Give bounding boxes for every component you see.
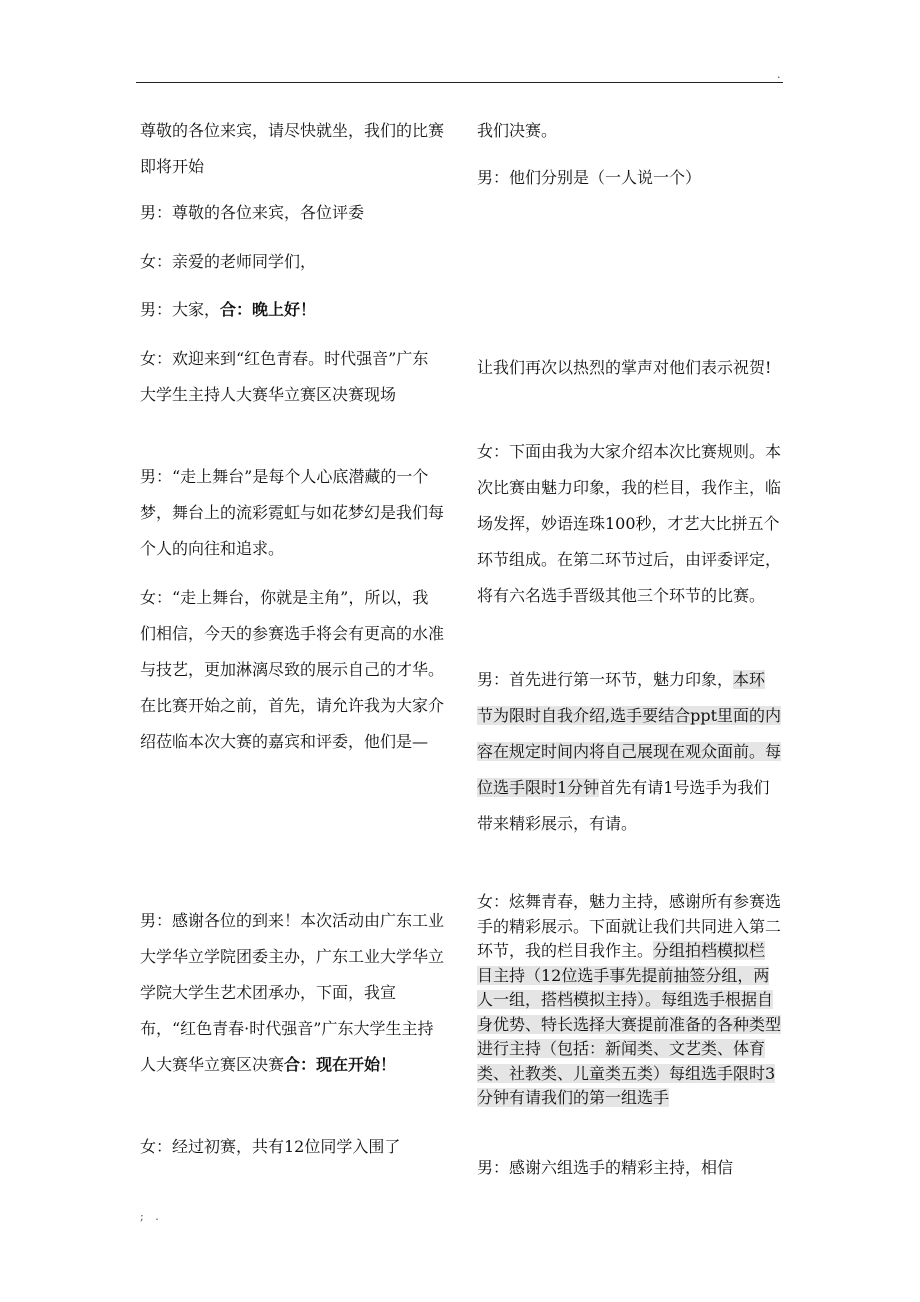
right-paragraph-5-tail: 首先有请1号选手为我们带来精彩展示，有请。 <box>477 778 770 833</box>
header-rule <box>136 82 783 83</box>
right-paragraph-1: 我们决赛。 <box>477 121 558 140</box>
left-paragraph-1: 尊敬的各位来宾，请尽快就坐，我们的比赛即将开始 <box>140 121 445 176</box>
right-paragraph-7: 男：感谢六组选手的精彩主持，相信 <box>477 1158 734 1177</box>
footer-mark: ; . <box>140 1210 163 1223</box>
left-paragraph-2: 男：尊敬的各位来宾，各位评委 <box>140 203 365 222</box>
right-paragraph-6-highlight: 分组拍档模拟栏目主持（12位选手事先提前抽签分组，两人一组，搭档模拟主持）。每组选手根据自身优势、特长选择大赛提前准备的各种类型进行主持（包括：新闻类、文艺类、体育类、社教类、儿童类五类）每组选手限时3分钟有请我们的第一组选手 <box>477 941 782 1107</box>
left-paragraph-4 <box>140 292 444 328</box>
left-paragraph-3: 女：亲爱的老师同学们， <box>140 252 317 271</box>
left-paragraph-5: 女：欢迎来到“红色青春。时代强音”广东大学生主持人大赛华立赛区决赛现场 <box>140 349 429 404</box>
left-paragraph-8-text: 男：感谢各位的到来！本次活动由广东工业大学华立学院团委主办，广东工业大学华立学院大学生艺术团承办，下面，我宣布，“红色青春·时代强音”广东大学生主持人大赛华立赛区决赛 <box>140 911 445 1074</box>
left-paragraph-4-bold: 合：晚上好！ <box>220 300 317 319</box>
right-paragraph-5 <box>477 662 781 842</box>
left-paragraph-8 <box>140 903 444 1083</box>
right-paragraph-2: 男：他们分别是（一人说一个） <box>477 168 702 187</box>
header-mark: . <box>777 68 781 81</box>
right-paragraph-3: 让我们再次以热烈的掌声对他们表示祝贺! <box>477 358 772 377</box>
left-paragraph-9: 女：经过初赛，共有12位同学入围了 <box>140 1137 401 1156</box>
right-paragraph-5-text: 男：首先进行第一环节，魅力印象， <box>477 670 734 689</box>
right-paragraph-6 <box>477 890 781 1111</box>
right-paragraph-5-highlight: 本环节为限时自我介绍,选手要结合ppt里面的内容在规定时间内将自己展现在观众面前。每位选手限时1分钟 <box>477 670 782 797</box>
right-paragraph-6-text: 女：炫舞青春，魅力主持，感谢所有参赛选手的精彩展示。下面就让我们共同进入第二环节，我的栏目我作主。 <box>477 892 782 960</box>
left-paragraph-8-bold: 合：现在开始！ <box>284 1055 397 1074</box>
left-paragraph-4-text: 男：大家， <box>140 300 221 319</box>
left-paragraph-6: 男：“走上舞台”是每个人心底潜藏的一个梦，舞台上的流彩霓虹与如花梦幻是我们每个人的向往和追求。 <box>140 467 445 558</box>
left-paragraph-7: 女：“走上舞台，你就是主角”，所以，我们相信，今天的参赛选手将会有更高的水准与技艺，更加淋漓尽致的展示自己的才华。在比赛开始之前，首先，请允许我为大家介绍莅临本次大赛的嘉宾和评委，他们是— <box>140 588 445 751</box>
right-paragraph-4: 女：下面由我为大家介绍本次比赛规则。本次比赛由魅力印象，我的栏目，我作主，临场发挥，妙语连珠100秒，才艺大比拼五个环节组成。在第二环节过后，由评委评定，将有六名选手晋级其他三个环节的比赛。 <box>477 442 782 605</box>
